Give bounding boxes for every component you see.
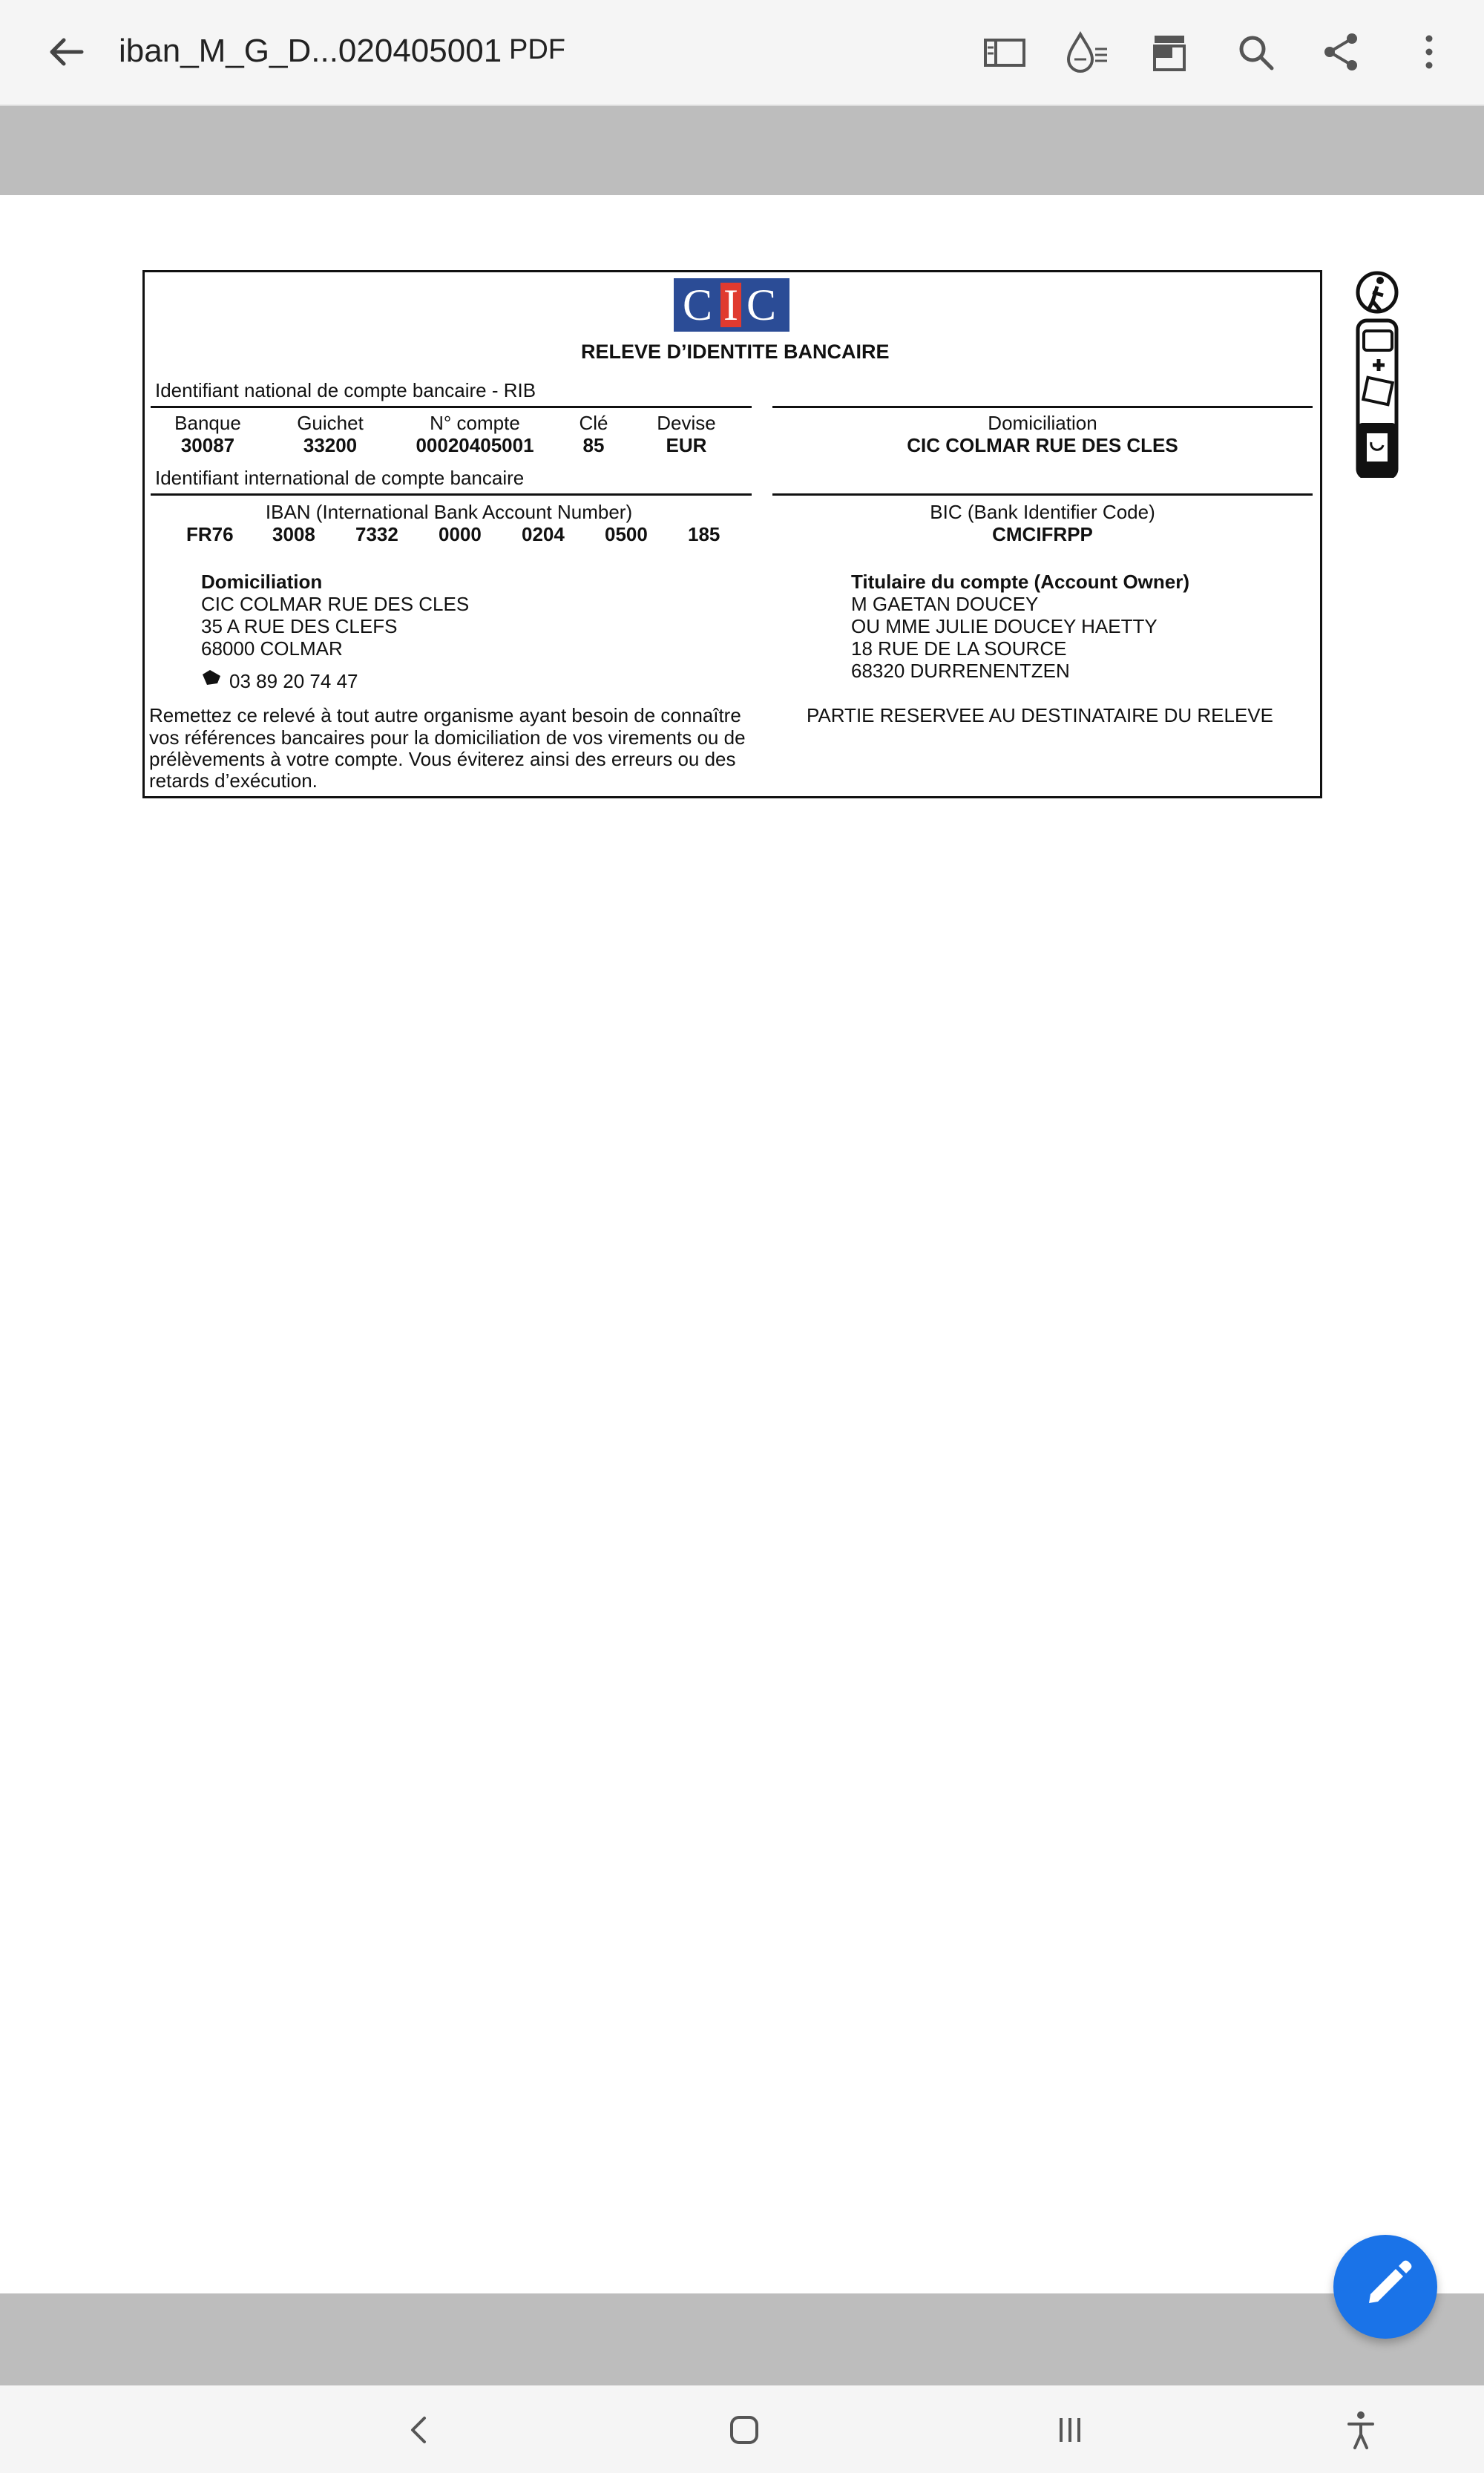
logo-letter-i: I [720, 283, 741, 327]
app-bar [0, 0, 1484, 106]
iban-group: 0000 [439, 523, 482, 545]
more-options-button[interactable] [1402, 27, 1456, 77]
owner-line: 68320 DURRENENTZEN [851, 660, 1070, 682]
branch-phone: 03 89 20 74 47 [229, 670, 358, 692]
branch-line: 35 A RUE DES CLEFS [201, 615, 398, 637]
iban-group: 0500 [605, 523, 648, 545]
rib-label: Identifiant national de compte bancaire - RIB [155, 379, 536, 401]
iban-group: 3008 [272, 523, 315, 545]
rib-value-devise: EUR [666, 434, 707, 456]
accessibility-button[interactable] [1333, 2402, 1389, 2458]
recycling-info-graphic [1350, 270, 1410, 478]
branch-line: CIC COLMAR RUE DES CLES [201, 593, 470, 615]
divider [772, 406, 1313, 408]
search-button[interactable] [1230, 27, 1284, 77]
system-nav-bar [0, 2385, 1484, 2473]
domiciliation-value: CIC COLMAR RUE DES CLES [907, 434, 1178, 456]
organize-pages-button[interactable] [1143, 27, 1196, 77]
owner-title: Titulaire du compte (Account Owner) [851, 571, 1190, 593]
liquid-mode-button[interactable] [1061, 27, 1114, 77]
bic-value: CMCIFRPP [992, 523, 1093, 545]
rib-header-devise: Devise [657, 412, 716, 434]
document-title: iban_M_G_D...020405001 [119, 33, 502, 69]
more-icon [1402, 27, 1456, 77]
page-gap-top [0, 106, 1484, 195]
rib-value-cle: 85 [582, 434, 605, 456]
rib-header-banque: Banque [174, 412, 241, 434]
page-gap-bottom [0, 2293, 1484, 2385]
iban-group: 0204 [522, 523, 565, 545]
rib-header-compte: N° compte [430, 412, 520, 434]
notice-line: prélèvements à votre compte. Vous éviterez ainsi des erreurs ou des [149, 748, 736, 770]
iban-label: IBAN (International Bank Account Number) [265, 501, 633, 523]
liquid-mode-icon [1061, 27, 1114, 77]
bic-label: BIC (Bank Identifier Code) [930, 501, 1155, 523]
rib-header-cle: Clé [579, 412, 608, 434]
nav-back-button[interactable] [392, 2402, 448, 2458]
recycle-person-icon [1350, 270, 1410, 478]
iban-group: 7332 [355, 523, 398, 545]
phone-icon [201, 669, 222, 686]
owner-line: 18 RUE DE LA SOURCE [851, 637, 1067, 660]
divider [151, 406, 752, 408]
reserved-label: PARTIE RESERVEE AU DESTINATAIRE DU RELEVE [807, 704, 1273, 726]
edit-pencil-icon [1333, 2235, 1437, 2339]
back-button[interactable] [40, 27, 93, 77]
logo-letter-c2: C [746, 280, 777, 329]
accessibility-icon [1333, 2402, 1389, 2458]
notice-line: retards d’exécution. [149, 769, 318, 792]
rib-value-compte: 00020405001 [416, 434, 534, 456]
share-icon [1315, 27, 1368, 77]
cic-logo [674, 278, 789, 332]
domiciliation-header: Domiciliation [988, 412, 1097, 434]
divider [151, 493, 752, 496]
document-type-label: PDF [509, 34, 565, 65]
view-mode-icon [978, 27, 1031, 77]
owner-line: M GAETAN DOUCEY [851, 593, 1039, 615]
share-button[interactable] [1315, 27, 1368, 77]
back-arrow-icon [40, 27, 93, 77]
logo-letter-c1: C [683, 280, 713, 329]
notice-line: vos références bancaires pour la domiciliation de vos virements ou de [149, 726, 746, 749]
recents-nav-icon [1042, 2402, 1098, 2458]
rib-document [142, 270, 1322, 798]
iban-group: 185 [688, 523, 720, 545]
rib-header-guichet: Guichet [297, 412, 364, 434]
divider [772, 493, 1313, 496]
owner-line: OU MME JULIE DOUCEY HAETTY [851, 615, 1158, 637]
search-icon [1230, 27, 1284, 77]
edit-fab-button[interactable] [1333, 2235, 1437, 2339]
branch-line: 68000 COLMAR [201, 637, 343, 660]
intl-label: Identifiant international de compte bancaire [155, 467, 525, 489]
notice-line: Remettez ce relevé à tout autre organisme ayant besoin de connaître [149, 704, 741, 726]
rib-value-banque: 30087 [180, 434, 235, 456]
home-nav-icon [716, 2402, 772, 2458]
back-nav-icon [392, 2402, 448, 2458]
nav-home-button[interactable] [716, 2402, 772, 2458]
document-heading: RELEVE D’IDENTITE BANCAIRE [581, 341, 890, 363]
nav-recents-button[interactable] [1042, 2402, 1098, 2458]
organize-pages-icon [1143, 27, 1196, 77]
view-mode-button[interactable] [978, 27, 1031, 77]
rib-value-guichet: 33200 [303, 434, 358, 456]
iban-group: FR76 [186, 523, 234, 545]
branch-title: Domiciliation [201, 571, 323, 593]
